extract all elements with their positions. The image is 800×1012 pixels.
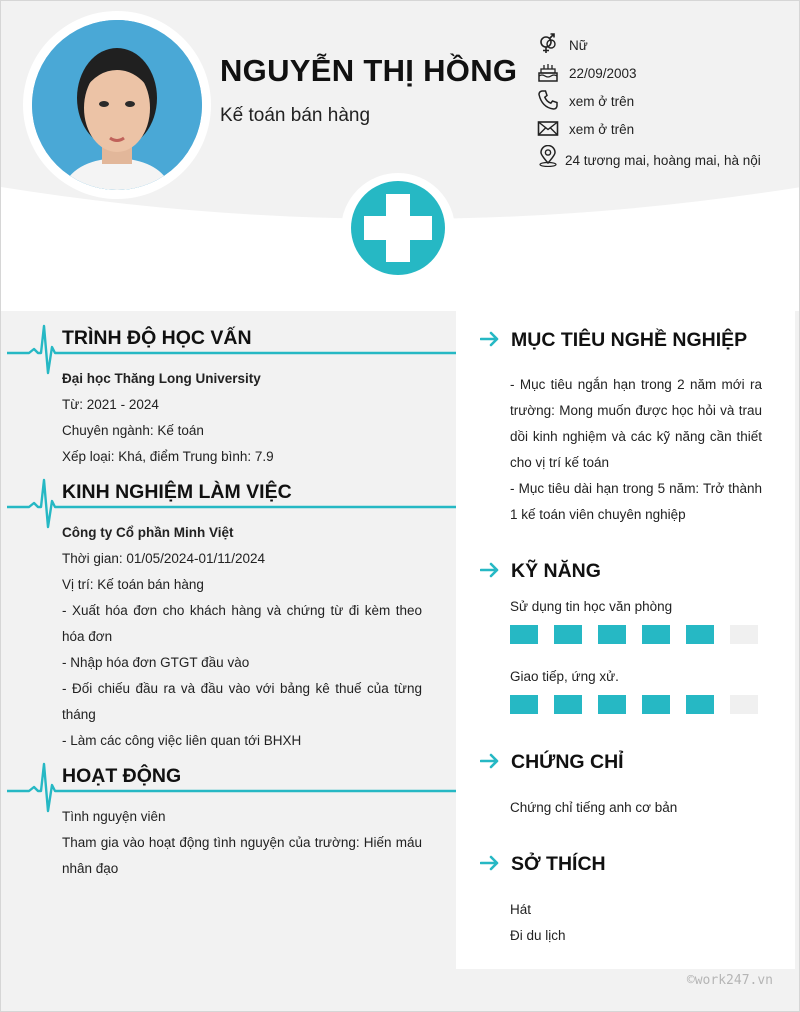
hobby-item: Đi du lịch [510,928,566,943]
skill-name: Giao tiếp, ứng xử. [510,669,619,684]
skill-bar-filled [598,695,626,714]
certificates-heading [480,747,790,777]
certificate-item: Chứng chỉ tiếng anh cơ bản [510,800,678,815]
skill-bar-filled [642,625,670,644]
hobbies-heading [480,849,790,879]
watermark: ©work247.vn [686,973,773,988]
experience-duty: - Nhập hóa đơn GTGT đầu vào [62,655,250,670]
arrow-right-icon [480,753,500,769]
contact-gender-text: Nữ [569,38,588,53]
skill-bar-filled [686,695,714,714]
phone-icon [537,89,559,111]
experience-period: Thời gian: 01/05/2024-01/11/2024 [62,551,266,566]
skill-bar-empty [730,625,758,644]
education-title: TRÌNH ĐỘ HỌC VẤN [62,327,252,349]
contact-email [537,115,767,143]
skill-bar-filled [686,625,714,644]
activities-role: Tình nguyện viên [62,809,166,824]
skills-title: KỸ NĂNG [511,560,601,582]
experience-duty: - Xuất hóa đơn cho khách hàng và chứng từ đi kèm theo hóa đơn [62,603,422,644]
contact-phone-text: xem ở trên [569,94,635,109]
education-grade: Xếp loại: Khá, điểm Trung bình: 7.9 [62,449,274,464]
avatar [32,20,202,190]
contact-address [537,143,767,199]
skill-bar-filled [642,695,670,714]
cv-header [1,1,800,311]
gender-icon [537,33,559,55]
education-period: Từ: 2021 - 2024 [62,397,159,412]
envelope-icon [537,117,559,139]
contact-birthday [537,59,767,87]
activities-title: HOẠT ĐỘNG [62,765,182,787]
objective-long-term: - Mục tiêu dài hạn trong 5 năm: Trở thành 1 kế toán viên chuyên nghiệp [510,481,762,522]
medical-cross-icon [351,181,445,275]
right-column [456,311,795,969]
contact-address-text: 24 tương mai, hoàng mai, hà nội [565,153,761,168]
arrow-right-icon [480,562,500,578]
skill-rating [510,695,770,715]
contact-gender [537,31,767,59]
skill-bar-filled [598,625,626,644]
experience-duty: - Làm các công việc liên quan tới BHXH [62,733,302,748]
objective-short-term: - Mục tiêu ngắn hạn trong 2 năm mới ra trường: Mong muốn được học hỏi và trau dồi kinh nghiệm và các kỹ năng cần thiết cho vị trí kế toán [510,377,762,470]
experience-company: Công ty Cổ phần Minh Việt [62,525,234,540]
skill-bar-filled [510,625,538,644]
education-major: Chuyên ngành: Kế toán [62,423,204,438]
contact-email-text: xem ở trên [569,122,635,137]
certificates-title: CHỨNG CHỈ [511,751,624,773]
skill-name: Sử dụng tin học văn phòng [510,599,673,614]
education-school: Đại học Thăng Long University [62,371,261,386]
skill-bar-filled [554,625,582,644]
activities-description: Tham gia vào hoạt động tình nguyện của trường: Hiến máu nhân đạo [62,835,422,876]
left-column [7,311,456,1011]
hobbies-title: SỞ THÍCH [511,853,606,875]
skill-bar-filled [554,695,582,714]
experience-title: KINH NGHIỆM LÀM VIỆC [62,481,292,503]
skill-rating [510,625,770,645]
objective-heading [480,325,790,355]
objective-title: MỤC TIÊU NGHỀ NGHIỆP [511,329,748,351]
candidate-name: NGUYỄN THỊ HỒNG [220,53,518,88]
location-pin-icon [537,145,559,167]
cake-icon [537,61,559,83]
skill-bar-empty [730,695,758,714]
experience-position: Vị trí: Kế toán bán hàng [62,577,204,592]
contact-birthday-text: 22/09/2003 [569,66,637,81]
cross-horizontal-bar [364,216,432,240]
contact-phone [537,87,767,115]
arrow-right-icon [480,855,500,871]
contact-info [537,31,767,199]
candidate-job-title: Kế toán bán hàng [220,105,371,126]
avatar-portrait-icon [32,20,202,190]
skills-heading [480,556,790,586]
experience-duty: - Đối chiếu đầu ra và đầu vào với bảng kê thuế của từng tháng [62,681,422,722]
hobby-item: Hát [510,902,532,917]
arrow-right-icon [480,331,500,347]
skill-bar-filled [510,695,538,714]
